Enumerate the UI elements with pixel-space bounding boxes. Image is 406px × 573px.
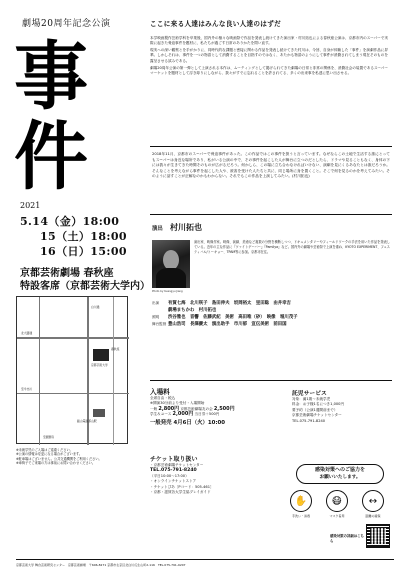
performance-date-2: 15（土）18:00 (40, 230, 127, 243)
childcare-line: TEL.075-791-8240 (292, 418, 326, 423)
note-item: ※未就学児のご入場はご遠慮ください。 (16, 448, 73, 452)
ticket-note: ※開演30分前より受付・入場開始 (150, 401, 205, 406)
photo-credit: Photo by Kuangyu Jiang (152, 290, 183, 293)
map-label-university: 京都芸術大学 (91, 363, 108, 367)
intro-paragraph: 劇場20周年公演の第一弾として上演される本作は、ムーティングとして掲げられてきた劇場の日常と非常の関係を、消費社会の装置であるスーパーマーケットを題材として浮き彫りにしながら、我々がすでに忘れることを許されてる、多くの出来事を私達に思い出させる。 (150, 65, 388, 75)
credit-role: 出演 (152, 301, 160, 305)
covid-heading-line-2: お願いいたします。 (319, 475, 361, 480)
sale-outlet: ・チケットぴあ［Pコード：505-461］ (150, 484, 214, 489)
price-value: 2,800円 (158, 405, 180, 412)
section-divider (150, 214, 392, 215)
note-item: ※公演の情報は変更になる場合がございます。 (16, 452, 83, 457)
section-divider (150, 380, 392, 381)
title-char-1: 事 (14, 34, 88, 120)
year-label: 2021 (20, 201, 41, 210)
price-value: 2,500円 (213, 405, 235, 412)
note-item: ※車椅子でご来場の方は事前にお問い合わせください。 (16, 461, 96, 466)
map-road (39, 297, 40, 445)
qr-pattern (370, 528, 386, 544)
sale-outlet: ・京都・滋賀各大学生協プレイガイド (150, 490, 211, 495)
map-label-venue: 春秋座 (111, 347, 120, 351)
credit-names: 劇場まちかわ 村川拓也 (168, 308, 217, 313)
footer-organizer: 京都芸術大学 舞台芸術研究センター 京都芸術劇場 〒606-8271 京都市左京区北白川瓜生山町2-116 TEL.075-791-9207 (16, 563, 186, 567)
childcare-line: 対象：満1歳〜未就学児 (292, 397, 331, 401)
covid-heading-line-1: 感染対策へのご協力を (314, 467, 365, 473)
childcare-line: 京都芸術劇場チケットセンター (292, 413, 342, 418)
credit-names: 有賀七海 北川咲子 島田伸夫 坂岡裕太 里田聡 由井幸吉 (168, 301, 291, 306)
director-photo (152, 240, 190, 288)
covid-notice (286, 464, 394, 562)
credit-names: 渋谷雅也 音響 佐藤武紀 美術 高田唯（砂） 映像 堀川茂子 (168, 315, 298, 320)
sale-hours: （平日10:00〜17:00） (150, 473, 189, 478)
covid-icon-caption: 手洗い・消毒 (291, 514, 310, 518)
hand-wash-icon: ✋ (290, 490, 312, 512)
childcare-service (292, 388, 396, 424)
station-marker (93, 409, 105, 417)
photo-body (156, 268, 186, 288)
credit-names: 豊山浩司 長澤慶太 演出助手 市川郁 宣伝美術 前田国 (168, 322, 287, 327)
credits-block (152, 300, 392, 328)
childcare-line: 料金：お子様1名につき1,000円 (292, 402, 345, 407)
map-label-avenue: 北大路通 (21, 331, 33, 335)
mask-icon: 😷 (326, 490, 348, 512)
footer-divider (16, 559, 394, 560)
qr-caption: 感染対策の詳細はこちら (330, 534, 364, 543)
childcare-line: 要予約（公演1週間前まで） (292, 407, 338, 412)
qr-code[interactable] (366, 524, 390, 548)
credit-row (152, 314, 392, 321)
ticket-title: 入場料 (150, 388, 170, 396)
director-bio-text: 演出家、映像作家。映像、演劇、美術など複数の分野を横断しつつ、ドキュメンタリーやフィールドワークの手法を用いた作品を発表している。近年の主な作品に『ツァイトゲーバー』『Pamilya』など。国内外の劇場や芸術祭で上演を重ね、KYOTO EXPERIMENT、フェスティバル/トーキョー、TPAM等に参加。京都市在住。 (194, 240, 390, 254)
map-railway (113, 297, 114, 445)
director-label: 演出 (152, 226, 163, 232)
intro-paragraph: 現実への深い観察とを手がかりに、同時代的な課題と密接に関わる作品を発表し続けてきた村川は、今回、自身が体験した「事件」を演劇作品に昇華。しかしそれは、事件を一つの物語として消費することを目指すのではなく、あたかも物語のようにして事件が消費されてしまう現在そのものを露呈させる試みである。 (150, 48, 388, 63)
covid-icon-caption: 距離の確保 (365, 514, 381, 518)
venue-name: 京都芸術劇場 春秋座 (20, 268, 114, 279)
director-name: 村川拓也 (170, 222, 202, 232)
map-label-direction: 至今出川 (21, 387, 33, 391)
sale-phone[interactable]: TEL.075-791-8240 (150, 468, 197, 474)
access-map (16, 296, 128, 444)
intro-paragraph: 本学映画製作芸術学科を卒業後、国内外の様々な映画祭で作品を発表し続けてきた演出家・村川拓也による春秋座公演は、京都市内のスーパーで実際に起きた脅迫事件を題材に、私たちが過ごす日常のありかたを問い直す。 (150, 36, 388, 46)
credit-role (152, 307, 168, 314)
distance-icon: ↔ (362, 490, 384, 512)
director-bio (194, 240, 390, 254)
tagline: ここに来る人達はみんな良い人達のはずだ (150, 20, 281, 28)
credit-role: 舞台監督 (152, 322, 167, 326)
price-category: 当日券＋500円 (194, 412, 220, 417)
credit-row (152, 321, 392, 328)
sale-outlet[interactable]: ・オンラインチケットストア (150, 479, 197, 484)
note-item: ※駐車場はございません。公共交通機関をご利用ください。 (16, 456, 102, 461)
credit-role: 照明 (152, 315, 160, 319)
credit-row (152, 300, 392, 307)
price-category: 一般 (150, 406, 158, 411)
credit-row (152, 307, 392, 314)
venue-building-marker (93, 349, 109, 361)
section-divider (150, 146, 392, 147)
anniversary-heading: 劇場20周年記念公演 (22, 19, 111, 29)
ticket-price-row (150, 412, 270, 417)
ticket-prices (150, 386, 270, 426)
map-label-street: 白川通 (91, 305, 100, 309)
covid-notice-heading (296, 464, 384, 484)
synopsis-text: 2018年11月、京都市のスーパーで脅迫事件があった。この作品ではこの事件を扱うと言っています。なぜならこの土地で生活する誰にとってもスーパーは身近な場所であり、私がいる公演の中で、その事件を起こした人が舞台に立つのだとしたら、ドラマや見ることもなく、身体の下には我々が生きてきた時間そのものが広がるだろう。何かしら、この場に立ち合わなければいけない、演劇を見にくるあなたとは誰だろうか。そんなことを考えながら事件を起こした人や、被害を受けた人たちと共に、同じ場所に身を置くこと。そこで何を見るのかを考えてみたい。そのように話すことが正解なのかもわからない。それでもこの作品を上演してみたい。(村川拓也) (152, 152, 390, 179)
price-value: 2,000円 (172, 411, 194, 418)
price-category: 京都芸術劇場友の会 (180, 406, 213, 411)
photo-face (163, 250, 179, 270)
title-char-2: 件 (14, 114, 88, 200)
covid-icon-caption: マスク着用 (329, 514, 345, 518)
performance-date-3: 16（日）15:00 (40, 245, 127, 258)
sale-outlet: ・京都芸術劇場チケットセンター (150, 463, 204, 467)
release-date: 一般発売 4月6日（火）10:00 (150, 419, 226, 426)
notes-list (16, 448, 128, 466)
performance-date-1: 5.14（金）18:00 (20, 215, 120, 228)
childcare-title: 託児サービス (292, 391, 327, 397)
map-label-direction: 至銀閣寺 (43, 435, 55, 439)
ticket-sales-title: チケット取り扱い (150, 456, 198, 463)
intro-text (150, 36, 388, 78)
ticket-sales (150, 448, 276, 495)
map-label-station: 叡山電鉄茶山駅 (77, 419, 97, 423)
venue-detail: 特設客席（京都芸術大学内） (20, 281, 150, 292)
ticket-note: 全席自由・税込 (150, 396, 176, 400)
synopsis (152, 152, 390, 208)
price-category: 学生＆ユース (150, 412, 172, 417)
